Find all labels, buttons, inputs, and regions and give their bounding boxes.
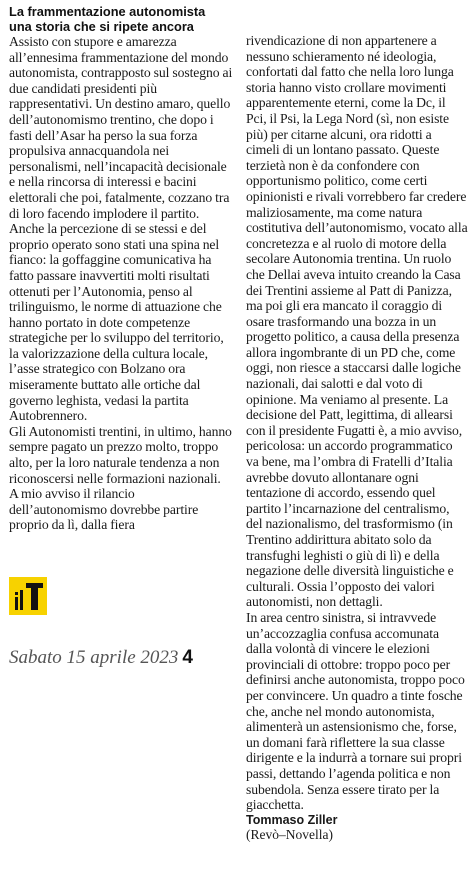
body-paragraph: Gli Autonomisti trentini, in ultimo, hanno sempre pagato un prezzo molto, troppo alto, per la loro naturale tendenza a non riconoscersi nelle formazioni nazionali. — [9, 423, 232, 486]
newspaper-logo — [9, 577, 47, 615]
body-paragraph: Assisto con stupore e amarezza all’ennesima frammentazione del mondo autonomista, contrapposto sul sostegno ai due candidati presidenti più rappresentativi. Un destino amaro, quello dell’autonomismo trentino, che dopo i fasti dell’Asar ha perso la sua forza propulsiva annacquandola nei personalismi, nell’incapacità decisionale e nella rincorsa di interessi e bacini elettorali che poi, fatalmente, cozzano tra di loro facendo implodere il partito. Anche la percezione di se stessi e del proprio operato sono stati una spina nel fianco: la goffaggine comunicativa ha fatto passare inavvertiti molti risultati ottenuti per l’Autonomia, penso al trilinguismo, le norme di attuazione che hanno portato in dote competenze strategiche per lo sviluppo del territorio, la valorizzazione della cultura locale, l’asse strategico con Bolzano ora miseramente buttato alle ortiche dal governo leghista, vedasi la partita Autobrennero. — [9, 34, 233, 424]
author-name: Tommaso Ziller — [246, 812, 338, 827]
body-paragraph: In area centro sinistra, si intravvede un’accozzaglia confusa accomunata dalla volontà di vincere le elezioni provinciali di ottobre: troppo poco per definirsi anche autonomista, troppo poco per convincere. Un quadro a tinte fosche che, anche nel mondo autonomista, alimenterà un astensionismo che, forse, un domani farà riflettere la sua classe dirigente e la indurrà a tornare sui propri passi, dettando l’agenda politica e non subendola. Senza essere tirato per la giacchetta. — [246, 609, 465, 813]
page-number: 4 — [182, 647, 193, 668]
dateline — [9, 647, 193, 669]
body-paragraph: rivendicazione di non appartenere a nessuno schieramento né ideologia, confortati dal fatto che nella loro lunga storia hanno visto crollare movimenti apparentemente eterni, come la Dc, il Pci, il Psi, la Lega Nord (sì, non esiste più) per citarne alcuni, ora ridotti a cimeli di un lontano passato. Queste terzietà non è da confondere con opportunismo politico, come certi opinionisti e rivali vorrebbero far credere maliziosamente, ma come natura costitutiva dell’autonomismo, vocato alla concretezza e al ruolo di motore della secolare Autonomia trentina. Un ruolo che Dellai aveva intuito creando la Casa dei Trentini assieme al Patt di Panizza, ma poi gli era mancato il coraggio di osare trasformando una bozza in un progetto politico, a causa della presenza allora ingombrante di un PD che, come oggi, non riesce a staccarsi dalle logiche nazionali, dai salotti e dal voto di opinione. Ma veniamo al presente. La decisione del Patt, legittima, di allearsi con il presidente Fugatti è, a mio avviso, pericolosa: un accordo programmatico va bene, ma l’ombra di Fratelli d’Italia avrebbe dovuto allontanare ogni tentazione di accordo, essendo quel partito l’incarnazione del centralismo, del nazionalismo, del trasformismo (in Trentino addirittura abitato solo da transfughi leghisti o giù di lì) e della negazione delle diversità linguistiche e culturali. Ossia l’opposto dei valori autonomisti, non dettagli. — [246, 33, 468, 610]
left-column — [9, 4, 235, 533]
body-paragraph: A mio avviso il rilancio dell’autonomismo dovrebbe partire proprio da lì, dalla fiera — [9, 486, 199, 533]
publication-date: Sabato 15 aprile 2023 — [9, 647, 179, 668]
author-location: (Revò–Novella) — [246, 826, 333, 842]
il-t-logo-icon — [9, 577, 47, 615]
headline-line-2: una storia che si ripete ancora — [9, 19, 194, 34]
right-column — [246, 33, 468, 842]
headline-line-1: La frammentazione autonomista — [9, 4, 206, 19]
